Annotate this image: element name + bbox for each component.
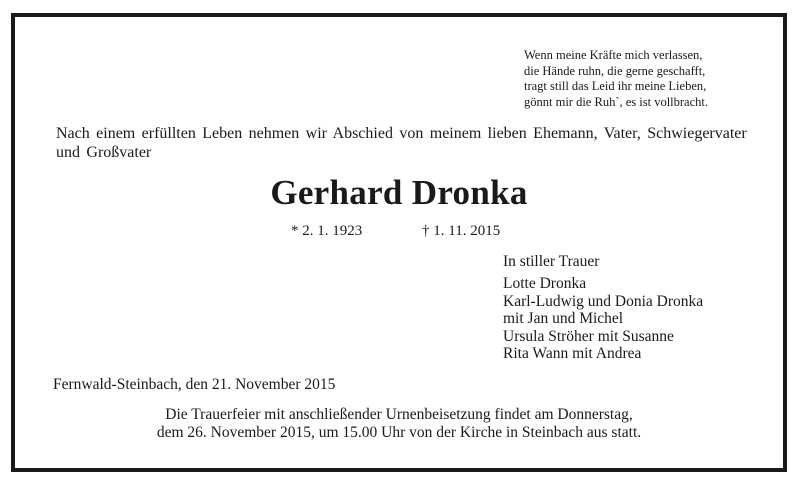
funeral-line: Die Trauerfeier mit anschließender Urnenbeisetzung findet am Donnerstag,	[165, 406, 633, 423]
mourner-name: Ursula Ströher mit Susanne	[503, 327, 674, 345]
death-date: † 1. 11. 2015	[422, 223, 501, 239]
poem	[524, 48, 774, 110]
funeral-info	[15, 406, 783, 441]
mourner-name: mit Jan und Michel	[503, 310, 624, 328]
deceased-name: Gerhard Dronka	[270, 173, 528, 212]
funeral-line: dem 26. November 2015, um 15.00 Uhr von der Kirche in Steinbach aus statt.	[156, 423, 642, 441]
poem-line: gönnt mir die Ruh`, es ist vollbracht.	[524, 94, 709, 109]
obituary-notice	[11, 13, 787, 472]
poem-line: die Hände ruhn, die gerne geschafft,	[524, 63, 706, 78]
mourners-lead: In stiller Trauer	[503, 253, 600, 270]
mourners-block	[503, 253, 703, 362]
mourner-name: Karl-Ludwig und Donia Dronka	[503, 292, 704, 310]
birth-date: * 2. 1. 1923	[291, 223, 363, 239]
poem-line: Wenn meine Kräfte mich verlassen,	[524, 48, 703, 62]
mourner-name: Rita Wann mit Andrea	[503, 345, 642, 363]
intro-text: Nach einem erfüllten Leben nehmen wir Abschied von meinem lieben Ehemann, Vater, Schwiegervater und Großvater	[56, 125, 747, 161]
mourner-name: Lotte Dronka	[503, 275, 587, 293]
place-date: Fernwald-Steinbach, den 21. November 2015	[53, 376, 336, 393]
poem-line: tragt still das Leid ihr meine Lieben,	[524, 79, 707, 94]
